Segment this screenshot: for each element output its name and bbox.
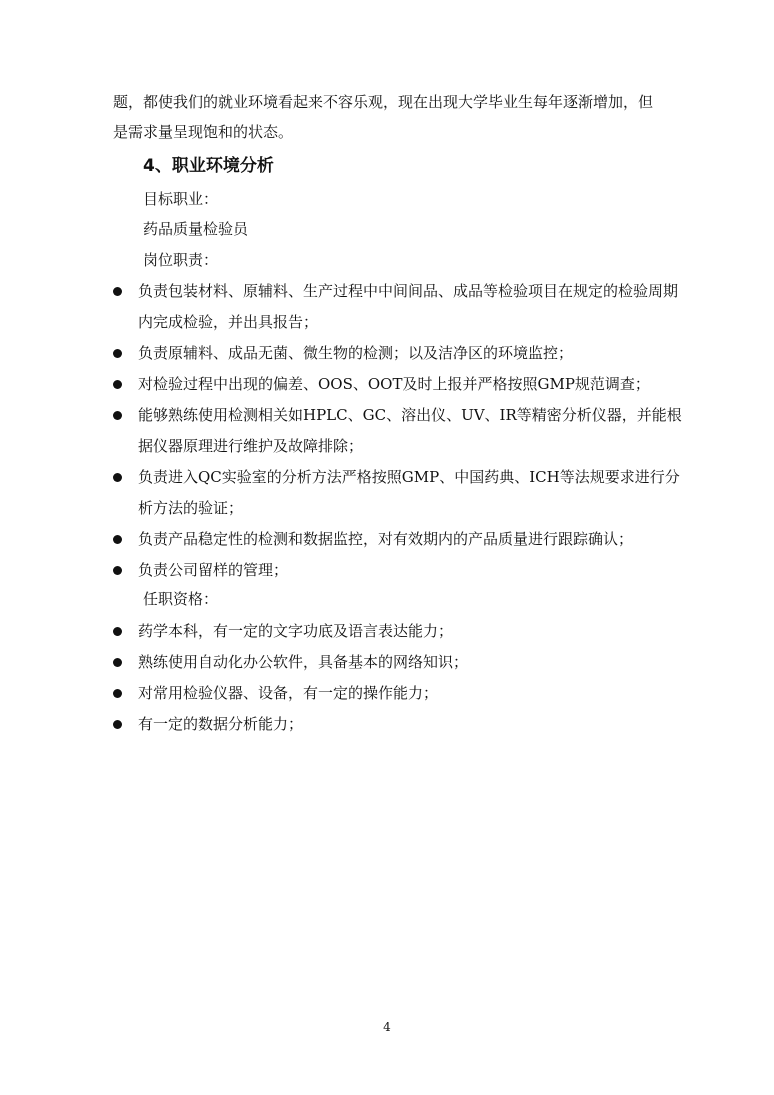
bullet-icon (113, 473, 122, 482)
qualification-text: 有一定的数据分析能力； (138, 715, 304, 733)
duties-label: 岗位职责： (143, 251, 219, 269)
bullet-icon (113, 411, 122, 420)
bullet-icon (113, 689, 122, 698)
qualification-text: 熟练使用自动化办公软件，具备基本的网络知识； (138, 653, 469, 671)
qualifications-label: 任职资格： (143, 590, 219, 608)
intro-line-1: 题，都使我们的就业环境看起来不容乐观，现在出现大学毕业生每年逐渐增加，但 (113, 93, 654, 111)
duty-text: 负责包装材料、原辅料、生产过程中中间间品、成品等检验项目在规定的检验周期内完成检验，并出具报告； (138, 282, 679, 331)
qualification-text: 药学本科，有一定的文字功底及语言表达能力； (138, 622, 454, 640)
page-number: 4 (383, 1020, 391, 1034)
duty-text: 负责原辅料、成品无菌、微生物的检测；以及洁净区的环境监控； (138, 344, 574, 362)
target-job-value: 药品质量检验员 (143, 220, 249, 238)
section-heading: 4、职业环境分析 (143, 156, 274, 176)
duty-text: 负责产品稳定性的检测和数据监控，对有效期内的产品质量进行跟踪确认； (138, 530, 634, 548)
bullet-icon (113, 658, 122, 667)
bullet-icon (113, 287, 122, 296)
bullet-icon (113, 349, 122, 358)
bullet-icon (113, 380, 122, 389)
target-job-label: 目标职业： (143, 190, 219, 208)
intro-line-2: 是需求量呈现饱和的状态。 (113, 123, 294, 141)
duty-text: 负责进入QC实验室的分析方法严格按照GMP、中国药典、ICH等法规要求进行分析方法的验证； (138, 468, 680, 517)
duty-text: 能够熟练使用检测相关如HPLC、GC、溶出仪、UV、IR等精密分析仪器，并能根据仪器原理进行维护及故障排除； (138, 406, 682, 455)
duty-text: 负责公司留样的管理； (138, 561, 289, 579)
bullet-icon (113, 627, 122, 636)
bullet-icon (113, 566, 122, 575)
duty-text: 对检验过程中出现的偏差、OOS、OOT及时上报并严格按照GMP规范调查； (138, 375, 650, 393)
bullet-icon (113, 535, 122, 544)
bullet-icon (113, 720, 122, 729)
qualification-text: 对常用检验仪器、设备，有一定的操作能力； (138, 684, 439, 702)
